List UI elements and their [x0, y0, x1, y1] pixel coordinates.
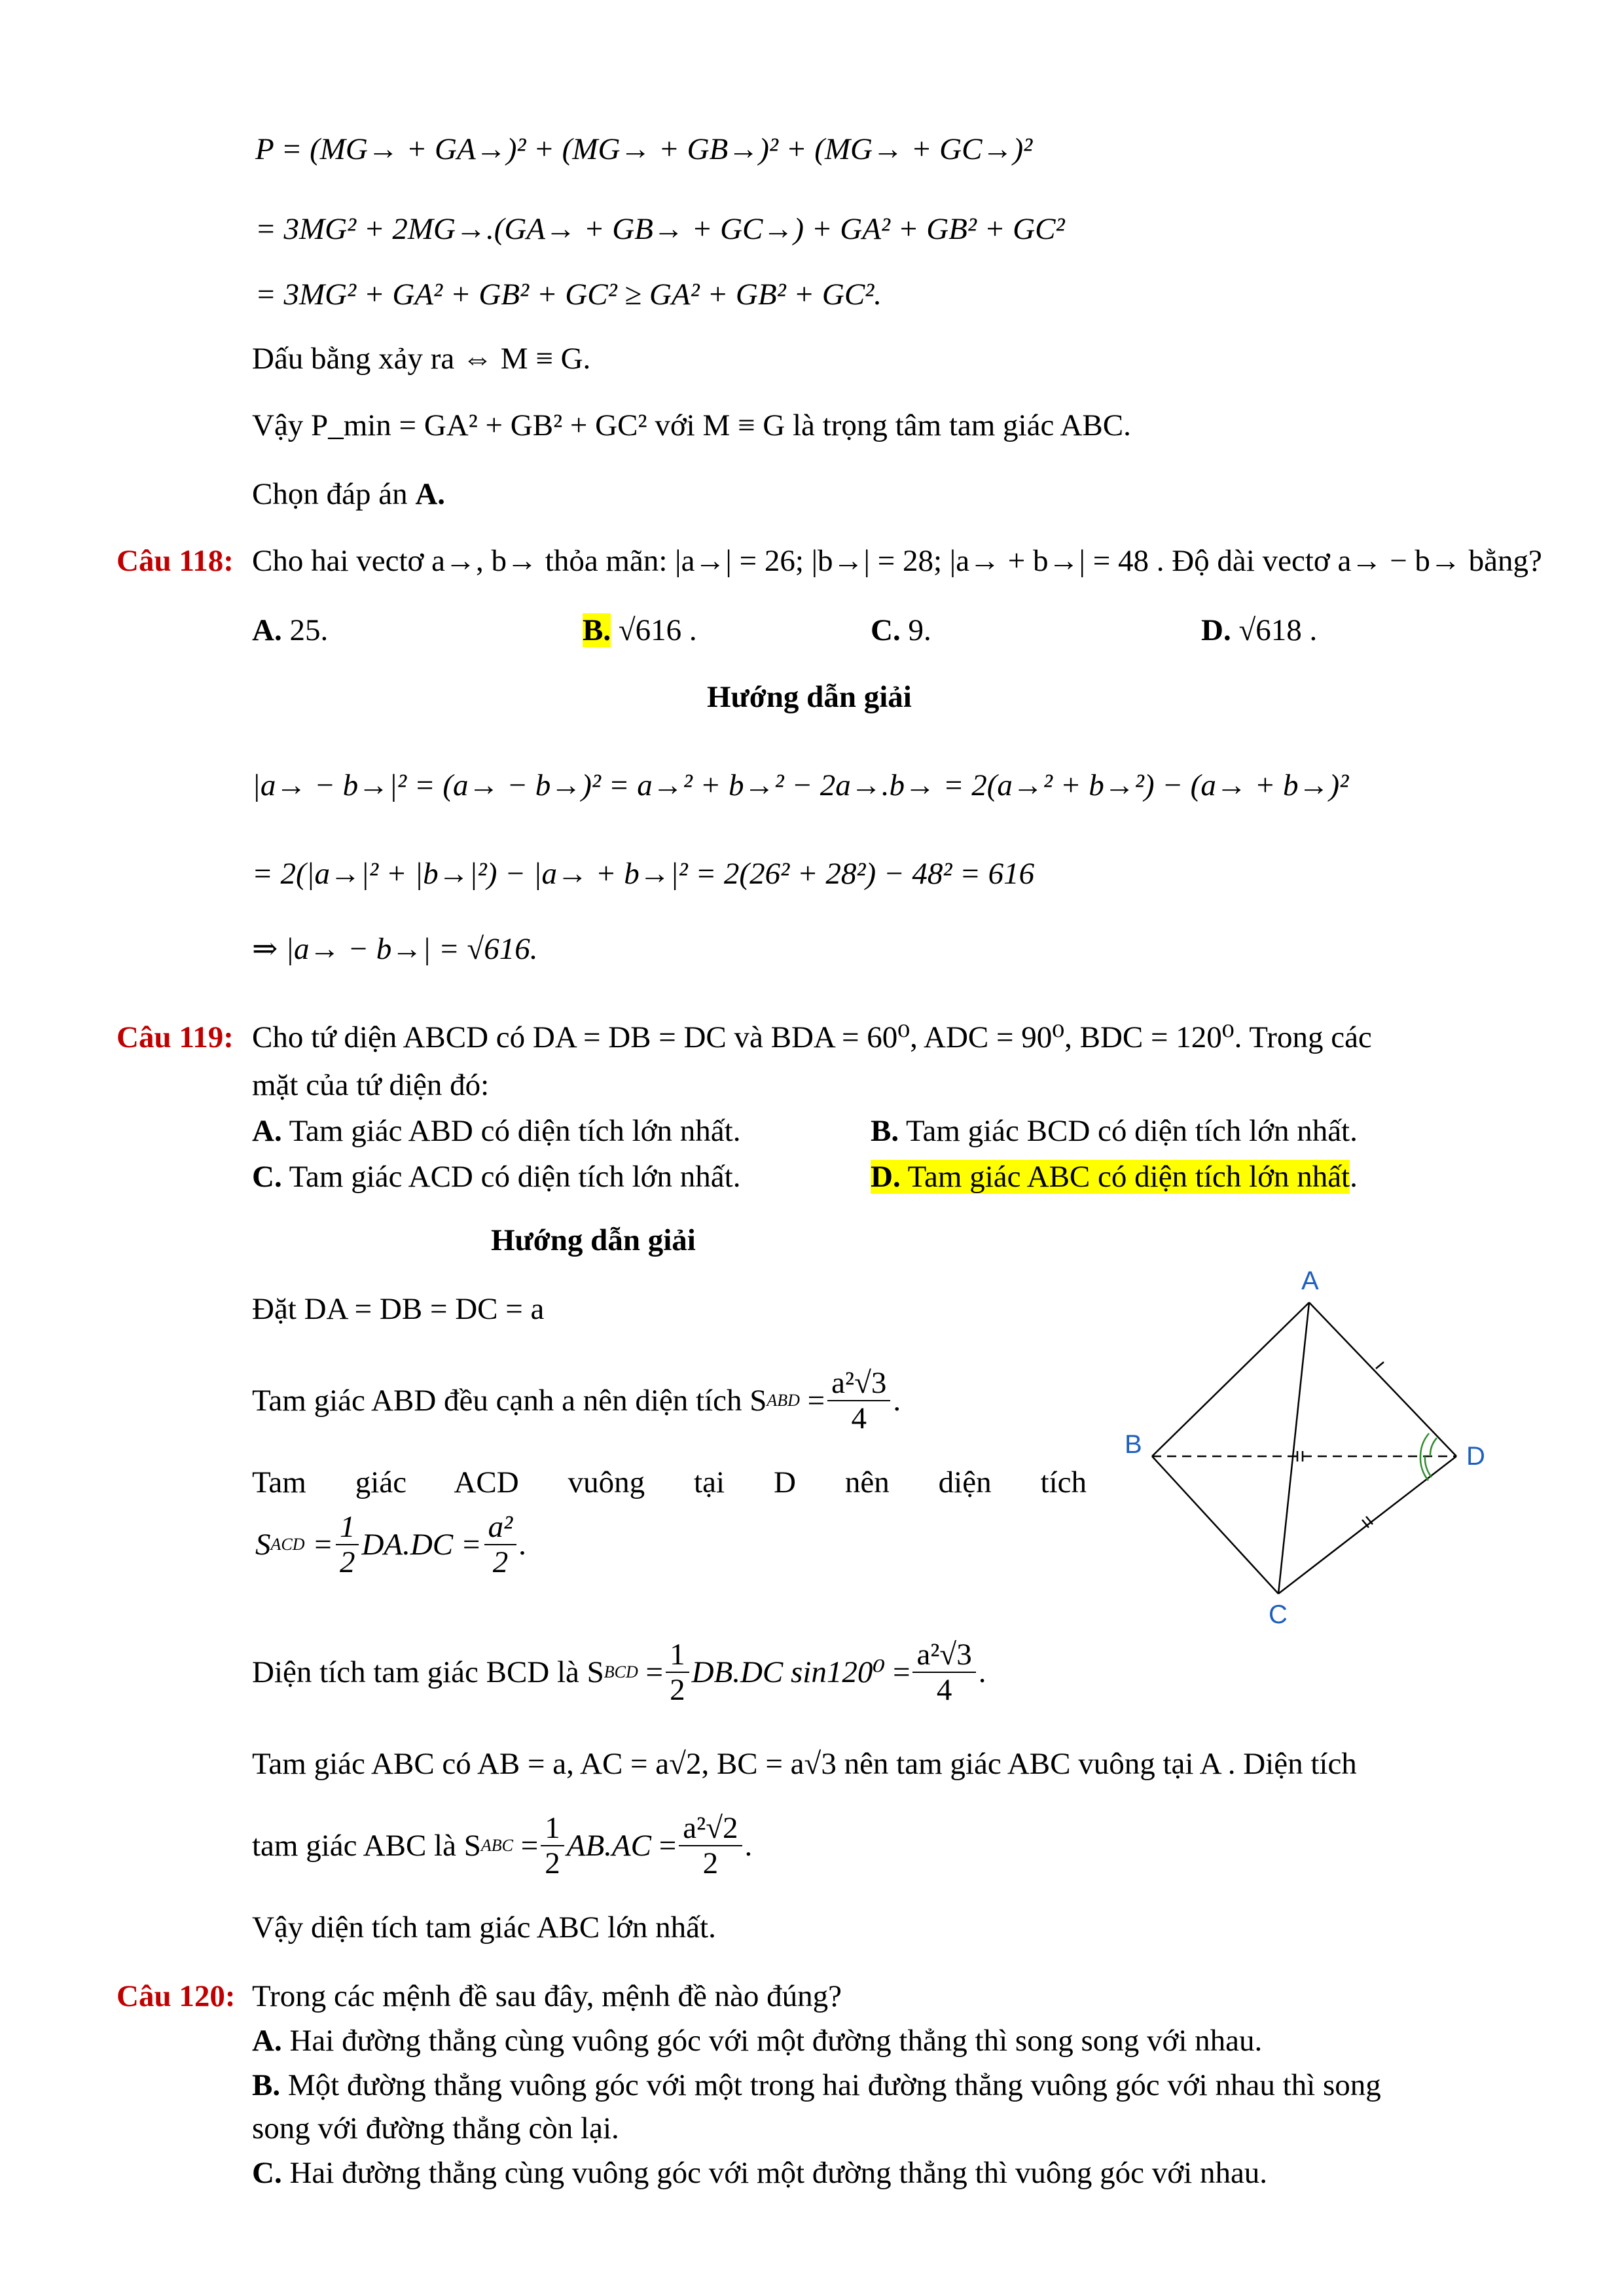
q119-conclusion: Vậy diện tích tam giác ABC lớn nhất. — [252, 1910, 716, 1945]
q119-step-area-abd: Tam giác ABD đều cạnh a nên diện tích S ABD = $\frac{\text{a²√3}}{4}$ . — [252, 1366, 901, 1435]
q118-solution-line1: |a→ − b→|² = (a→ − b→)² = a→² + b→² − 2a→.b→ = 2(a→² + b→²) − (a→ + b→)² — [252, 768, 1349, 802]
q120-option-c: C. Hai đường thẳng cùng vuông góc với một đường thẳng thì vuông góc với nhau. — [252, 2156, 1268, 2190]
q119-solution-heading: Hướng dẫn giải — [491, 1223, 696, 1257]
q119-step-abc-right: Tam giác ABC có AB = a, AC = a√2, BC = a√3 nên tam giác ABC vuông tại A . Diện tích — [252, 1747, 1357, 1781]
q119-step-set-a: Đặt DA = DB = DC = a — [252, 1292, 545, 1326]
edge-ab — [1152, 1302, 1309, 1456]
question-119-stem-line2: mặt của tứ diện đó: — [252, 1068, 490, 1102]
answer-choice-line: Chọn đáp án A. — [252, 477, 446, 511]
question-120-label: Câu 120: — [117, 1979, 236, 2013]
q119-step-area-bcd: Diện tích tam giác BCD là S BCD = $\frac{1}{2}$ DB.DC sin120⁰ = $\frac{\text{a²√3}}{4}$ . — [252, 1638, 986, 1707]
q119-option-a: A. Tam giác ABD có diện tích lớn nhất. — [252, 1114, 741, 1148]
conclusion-pmin: Vậy P_min = GA² + GB² + GC² với M ≡ G là trọng tâm tam giác ABC. — [252, 408, 1131, 442]
question-118-stem: Cho hai vectơ a→, b→ thỏa mãn: |a→| = 26; |b→| = 28; |a→ + b→| = 48 . Độ dài vectơ a→ − b→ bằng? — [252, 544, 1542, 578]
q118-solution-line2: = 2(|a→|² + |b→|²) − |a→ + b→|² = 2(26² + 28²) − 48² = 616 — [252, 857, 1035, 891]
question-118-label: Câu 118: — [117, 544, 234, 578]
vertex-label-b: B — [1125, 1430, 1142, 1459]
vertex-label-c: C — [1269, 1600, 1288, 1626]
question-119-stem-line1: Cho tứ diện ABCD có DA = DB = DC và BDA = 60⁰, ADC = 90⁰, BDC = 120⁰. Trong các — [252, 1020, 1372, 1054]
formula-p-line2: = 3MG² + 2MG→.(GA→ + GB→ + GC→) + GA² + GB² + GC² — [255, 212, 1065, 246]
tetrahedron-figure — [1100, 1260, 1519, 1626]
edge-ad — [1309, 1302, 1456, 1456]
q118-solution-line3: ⇒ |a→ − b→| = √616. — [252, 932, 538, 966]
question-119-label: Câu 119: — [117, 1020, 234, 1054]
q118-solution-heading: Hướng dẫn giải — [707, 680, 912, 714]
q118-option-d: D. √618 . — [1201, 613, 1318, 647]
formula-p-line1: P = (MG→ + GA→)² + (MG→ + GB→)² + (MG→ + GC→)² — [255, 132, 1033, 166]
vertex-label-a: A — [1301, 1266, 1319, 1295]
edge-ac — [1278, 1302, 1309, 1594]
q120-option-a: A. Hai đường thẳng cùng vuông góc với một đường thẳng thì song song với nhau. — [252, 2024, 1263, 2058]
q119-option-d: D. Tam giác ABC có diện tích lớn nhất. — [871, 1160, 1358, 1194]
vertex-label-d: D — [1466, 1442, 1485, 1471]
q118-option-b: B. √616 . — [583, 613, 697, 647]
q118-option-c: C. 9. — [871, 613, 931, 647]
q119-step-acd-text: Tam giác ACD vuông tại D nên diện tích — [252, 1465, 1087, 1499]
q119-step-area-abc: tam giác ABC là S ABC = $\frac{1}{2}$ AB.AC = $\frac{\text{a²√2}}{2}$ . — [252, 1811, 753, 1880]
q119-step-area-acd: S ACD = $\frac{1}{2}$ DA.DC = $\frac{\text{a²}}{2}$ . — [255, 1510, 527, 1579]
q118-option-a: A. 25. — [252, 613, 329, 647]
q120-option-b-line2: song với đường thẳng còn lại. — [252, 2111, 619, 2145]
equality-condition: Dấu bằng xảy ra ⇔ M ≡ G. — [252, 342, 591, 376]
edge-bc — [1152, 1456, 1278, 1594]
q120-option-b-line1: B. Một đường thẳng vuông góc với một trong hai đường thẳng vuông góc với nhau thì song — [252, 2068, 1381, 2102]
q119-option-b: B. Tam giác BCD có diện tích lớn nhất. — [871, 1114, 1358, 1148]
q119-option-c: C. Tam giác ACD có diện tích lớn nhất. — [252, 1160, 741, 1194]
question-120-stem: Trong các mệnh đề sau đây, mệnh đề nào đúng? — [252, 1979, 842, 2013]
formula-p-line3: = 3MG² + GA² + GB² + GC² ≥ GA² + GB² + GC². — [255, 278, 882, 312]
tick-ad — [1376, 1362, 1384, 1369]
